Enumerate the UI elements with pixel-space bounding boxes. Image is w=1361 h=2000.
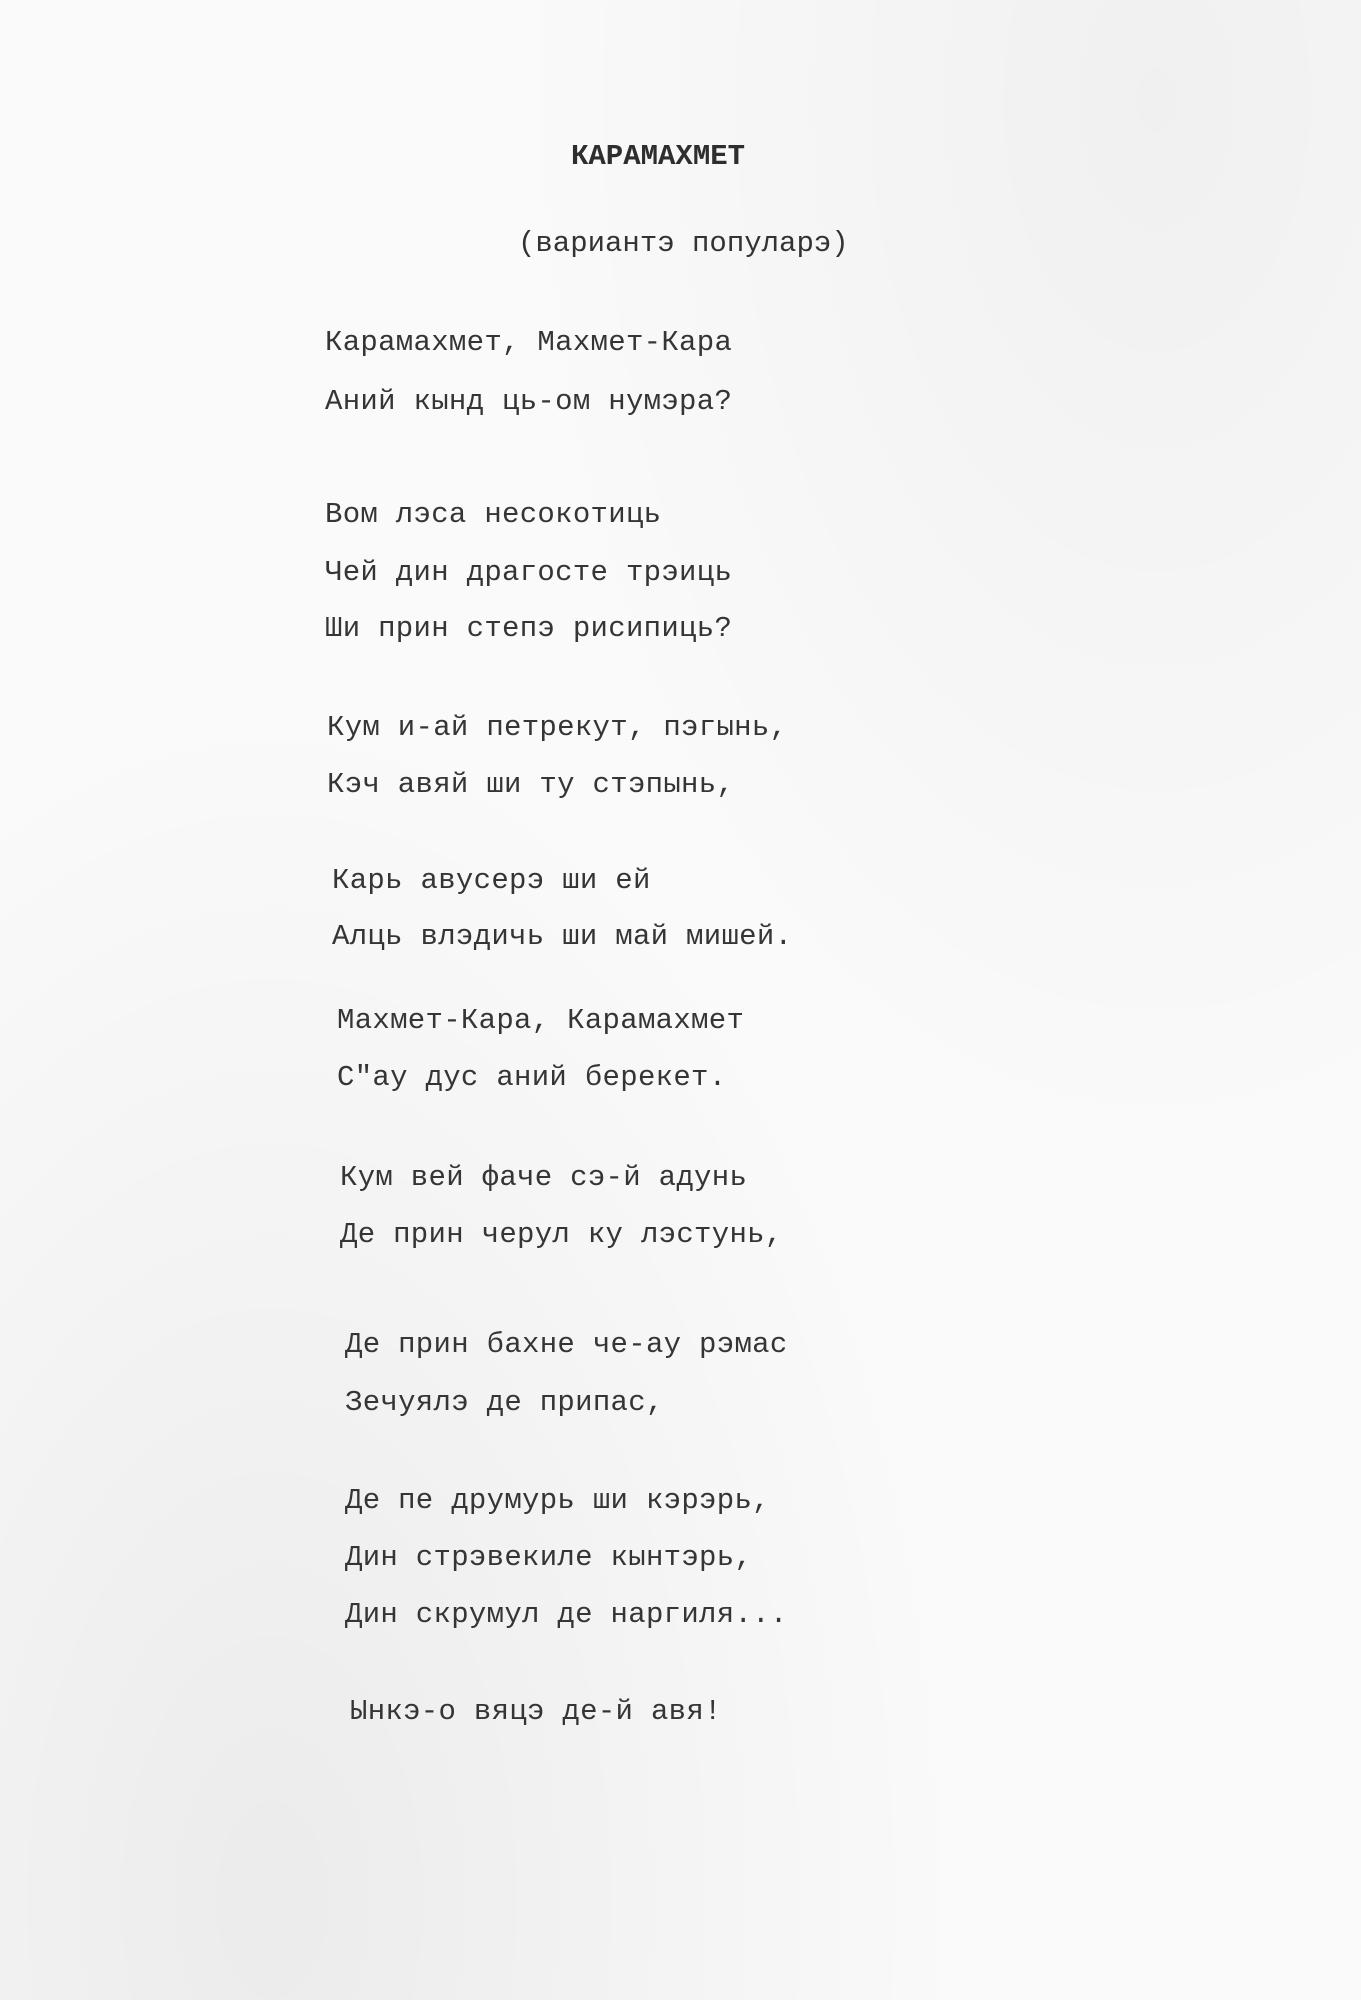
poem-line: Дин стрэвекиле кынтэрь, [345,1541,753,1574]
poem-line: Де пе друмурь ши кэрэрь, [345,1484,770,1517]
poem-line: Аний кынд ць-ом нумэра? [325,385,733,418]
poem-line: Кум и-ай петрекут, пэгынь, [327,711,788,744]
poem-line: Кум вей фаче сэ-й адунь [340,1161,748,1194]
poem-line: Де прин бахне че-ау рэмас [345,1328,788,1361]
poem-line: Кэч авяй ши ту стэпынь, [327,768,735,801]
poem-line: Махмет-Кара, Карамахмет [337,1004,745,1037]
poem-line: Карамахмет, Махмет-Кара [325,326,733,359]
poem-line: Де прин черул ку лэстунь, [340,1218,783,1251]
poem-line: Чей дин драгосте трэиць [325,556,733,589]
poem-line: Зечуялэ де припас, [345,1386,664,1419]
poem-line: С"ау дус аний берекет. [337,1061,727,1094]
poem-line: Алць влэдичь ши май мишей. [332,920,793,953]
poem-line: Вом лэса несокотиць [325,498,662,531]
poem-subtitle: (вариантэ популарэ) [518,227,849,260]
poem-title: КАРАМАХМЕТ [571,140,746,173]
poem-line: Ынкэ-о вяцэ де-й авя! [350,1695,722,1728]
poem-line: Ши прин степэ рисипиць? [325,612,733,645]
poem-line: Карь авусерэ ши ей [332,864,651,897]
poem-line: Дин скрумул де наргиля... [345,1598,788,1631]
